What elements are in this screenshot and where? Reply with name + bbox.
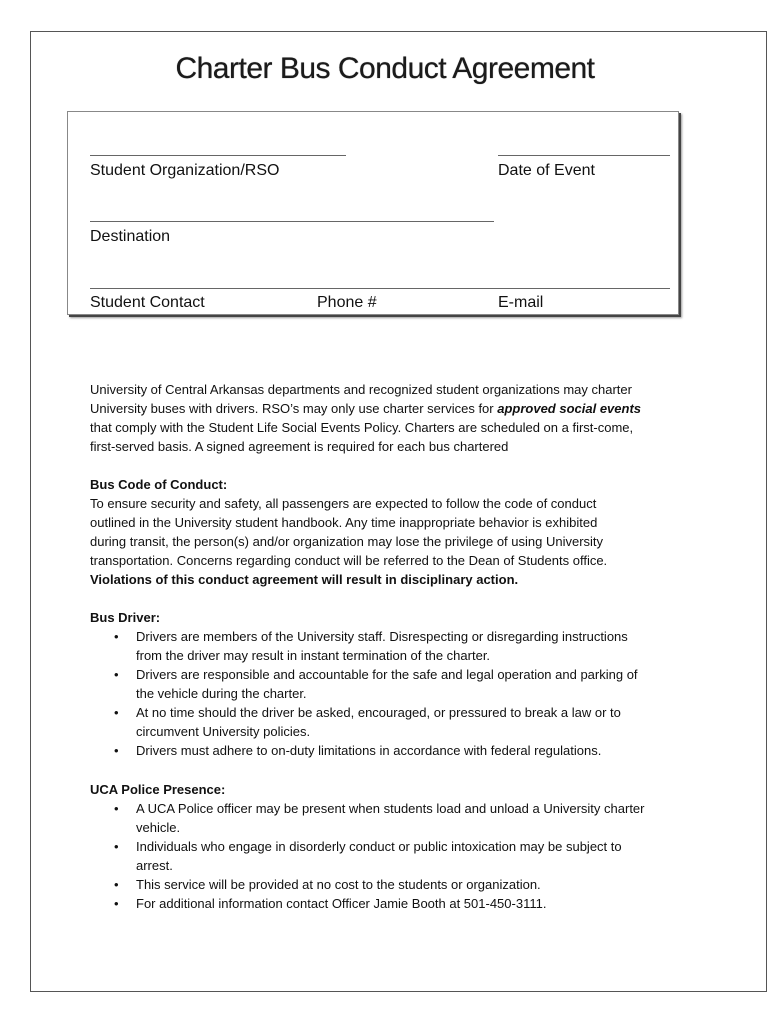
bullet-icon: • — [114, 743, 119, 758]
list-item: • At no time should the driver be asked, encouraged, or pressured to break a law or to circumvent University policies. — [114, 705, 621, 739]
approved-events-emphasis: approved social events — [497, 401, 642, 416]
bullet-icon: • — [114, 629, 119, 644]
intro-line: University of Central Arkansas departments and recognized student organizations may charter — [90, 382, 632, 397]
destination-label: Destination — [90, 228, 171, 245]
police-section — [90, 780, 680, 913]
code-of-conduct-section — [90, 475, 680, 589]
intro-line — [90, 399, 680, 418]
list-item: • Drivers are responsible and accountable for the safe and legal operation and parking of the vehicle during the charter. — [114, 667, 638, 701]
contact-field-line[interactable] — [90, 288, 670, 289]
bullet-icon: • — [114, 705, 119, 720]
intro-paragraph — [90, 380, 680, 456]
bullet-icon: • — [114, 667, 119, 682]
intro-line: that comply with the Student Life Social Events Policy. Charters are scheduled on a first-come, — [90, 420, 634, 435]
intro-text: University buses with drivers. RSO’s may only use charter services for — [90, 401, 498, 416]
email-label: E-mail — [498, 294, 544, 311]
list-item: • This service will be provided at no cost to the students or organization. — [114, 877, 541, 892]
bus-driver-heading: Bus Driver: — [90, 610, 161, 625]
code-of-conduct-heading: Bus Code of Conduct: — [90, 477, 228, 492]
org-field-line[interactable] — [90, 155, 346, 156]
list-item: • For additional information contact Officer Jamie Booth at 501-450-3111. — [114, 896, 547, 911]
bullet-icon: • — [114, 896, 119, 911]
bullet-icon: • — [114, 839, 119, 854]
date-field-line[interactable] — [498, 155, 670, 156]
bus-driver-section — [90, 608, 680, 760]
org-label: Student Organization/RSO — [90, 162, 280, 179]
list-item: • A UCA Police officer may be present when students load and unload a University charter vehicle. — [114, 801, 645, 835]
page-title: Charter Bus Conduct Agreement — [175, 52, 595, 85]
list-item: • Drivers must adhere to on-duty limitations in accordance with federal regulations. — [114, 743, 602, 758]
conduct-line: outlined in the University student handbook. Any time inappropriate behavior is exhibited — [90, 515, 598, 530]
conduct-line: during transit, the person(s) and/or organization may lose the privilege of using University — [90, 534, 604, 549]
destination-field-line[interactable] — [90, 221, 494, 222]
violation-warning: Violations of this conduct agreement will result in disciplinary action. — [90, 572, 519, 587]
bullet-icon: • — [114, 877, 119, 892]
conduct-line: To ensure security and safety, all passengers are expected to follow the code of conduct — [90, 496, 597, 511]
intro-line: first-served basis. A signed agreement is required for each bus chartered — [90, 439, 509, 454]
event-info-form — [67, 111, 679, 315]
contact-label: Student Contact — [90, 294, 205, 311]
police-heading: UCA Police Presence: — [90, 782, 226, 797]
date-label: Date of Event — [498, 162, 595, 179]
phone-label: Phone # — [317, 294, 377, 311]
bullet-icon: • — [114, 801, 119, 816]
conduct-line: transportation. Concerns regarding conduct will be referred to the Dean of Students office. — [90, 553, 608, 568]
list-item: • Individuals who engage in disorderly conduct or public intoxication may be subject to arrest. — [114, 839, 622, 873]
list-item: • Drivers are members of the University staff. Disrespecting or disregarding instructions from the driver may result in instant termination of the charter. — [114, 629, 628, 663]
